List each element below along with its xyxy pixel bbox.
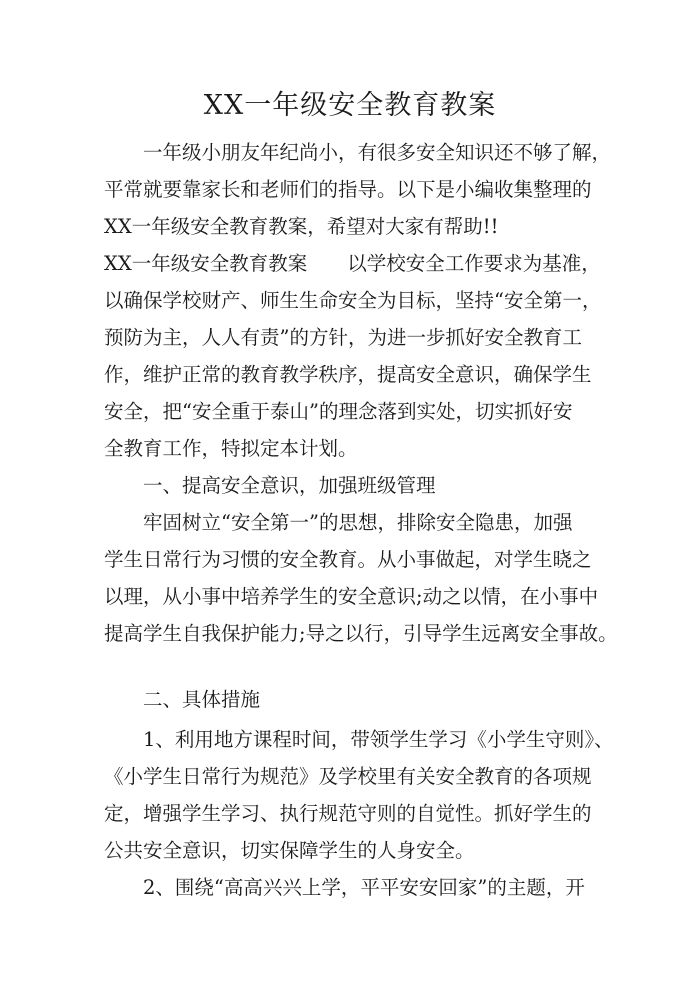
section-2-item-2-line-1: 2、围绕“高高兴兴上学，平平安安回家”的主题，开 — [143, 876, 585, 899]
section-2-item-1-line-1: 1、利用地方课程时间，带领学生学习《小学生守则》、 — [143, 728, 614, 751]
section-1-line-1: 牢固树立“安全第一”的思想，排除安全隐患，加强 — [143, 511, 573, 534]
section-1-line-2: 学生日常行为习惯的安全教育。从小事做起，对学生晓之 — [104, 548, 592, 571]
intro-line-3: XX一年级安全教育教案，希望对大家有帮助!! — [104, 215, 499, 238]
plan-label: XX一年级安全教育教案 — [104, 252, 308, 275]
document-title: XX一年级安全教育教案 — [203, 90, 497, 121]
intro-line-1: 一年级小朋友年纪尚小，有很多安全知识还不够了解， — [143, 141, 612, 164]
section-1-heading: 一、提高安全意识，加强班级管理 — [143, 474, 436, 497]
plan-line-6: 全教育工作，特拟定本计划。 — [104, 437, 358, 460]
plan-line-3: 预防为主，人人有责”的方针，为进一步抓好安全教育工 — [104, 326, 582, 349]
plan-first-line — [104, 249, 601, 279]
intro-line-2: 平常就要靠家长和老师们的指导。以下是小编收集整理的 — [104, 178, 592, 201]
section-1-line-4: 提高学生自我保护能力;导之以行，引导学生远离安全事故。 — [104, 622, 618, 645]
section-2-item-1-line-3: 定，增强学生学习、执行规范守则的自觉性。抓好学生的 — [104, 802, 592, 825]
section-2-item-1-line-4: 公共安全意识，切实保障学生的人身安全。 — [104, 839, 475, 862]
section-2-heading: 二、具体措施 — [143, 688, 261, 711]
section-2-item-1-line-2: 《小学生日常行为规范》及学校里有关安全教育的各项规 — [104, 765, 592, 788]
plan-line-5: 安全，把“安全重于泰山”的理念落到实处，切实抓好安 — [104, 400, 573, 423]
section-1-line-3: 以理，从小事中培养学生的安全意识;动之以情，在小事中 — [104, 585, 599, 608]
plan-line-4: 作，维护正常的教育教学秩序，提高安全意识，确保学生 — [104, 363, 592, 386]
plan-line-2: 以确保学校财产、师生生命安全为目标，坚持“安全第一， — [104, 289, 602, 312]
plan-first-text: 以学校安全工作要求为基准， — [347, 252, 601, 275]
